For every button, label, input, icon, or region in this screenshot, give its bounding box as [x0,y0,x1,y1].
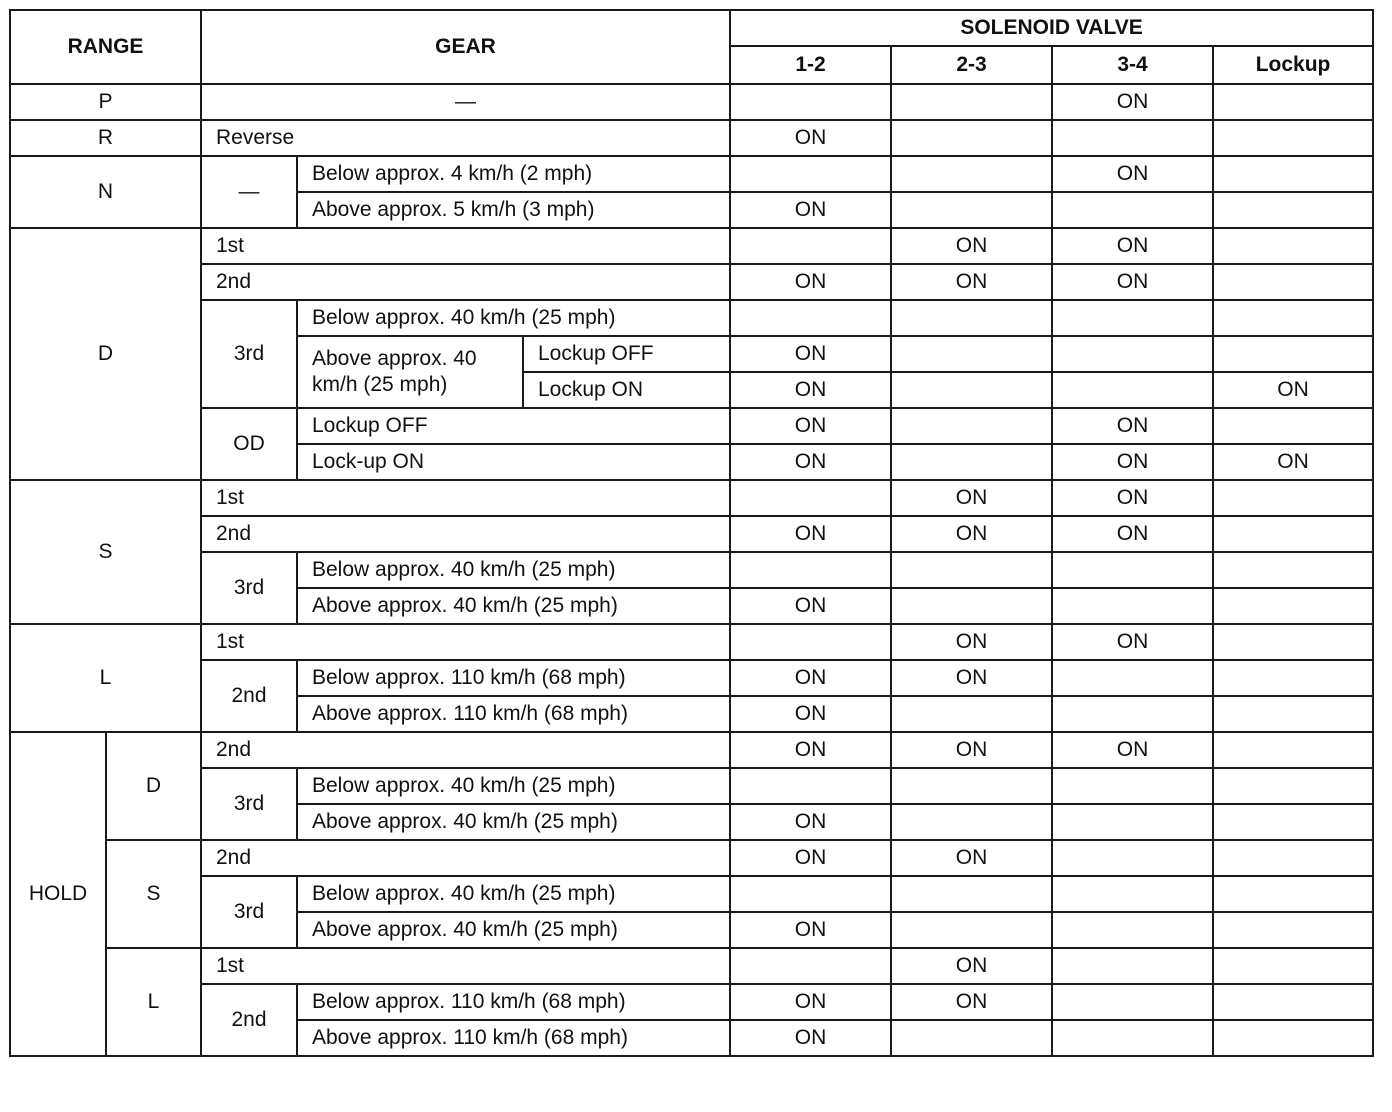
condition-cell: Above approx. 110 km/h (68 mph) [297,696,730,732]
valve-cell [1052,1020,1213,1056]
valve-1-2-header: 1-2 [730,46,891,84]
valve-cell [891,1020,1052,1056]
solenoid-valve-table [9,9,1374,1057]
valve-on-cell: ON [730,372,891,408]
valve-cell [891,300,1052,336]
range-cell-hold-s: S [106,840,201,948]
range-cell-p: P [10,84,201,120]
gear-cell: 2nd [201,264,730,300]
valve-cell [1213,120,1373,156]
valve-on-cell: ON [730,696,891,732]
table-row [10,732,1373,768]
valve-cell [1213,588,1373,624]
valve-on-cell: ON [730,444,891,480]
range-header: RANGE [10,10,201,84]
valve-cell [1213,732,1373,768]
gear-cell: 2nd [201,984,297,1056]
valve-on-cell: ON [730,1020,891,1056]
valve-cell [891,408,1052,444]
valve-cell [730,624,891,660]
valve-on-cell: ON [891,840,1052,876]
valve-cell [1052,588,1213,624]
valve-cell [1052,804,1213,840]
range-cell-s: S [10,480,201,624]
valve-on-cell: ON [730,840,891,876]
valve-cell [1213,408,1373,444]
valve-cell [1052,948,1213,984]
range-cell-n: N [10,156,201,228]
valve-cell [1213,984,1373,1020]
valve-cell [1052,372,1213,408]
valve-on-cell: ON [730,912,891,948]
valve-cell [1213,300,1373,336]
valve-cell [1052,552,1213,588]
valve-on-cell: ON [730,192,891,228]
condition-cell: Below approx. 40 km/h (25 mph) [297,552,730,588]
valve-cell [1213,516,1373,552]
valve-cell [1213,624,1373,660]
valve-cell [1213,84,1373,120]
valve-cell [891,552,1052,588]
condition-cell: Below approx. 40 km/h (25 mph) [297,876,730,912]
valve-cell [730,300,891,336]
range-cell-hold-l: L [106,948,201,1056]
gear-cell: 3rd [201,552,297,624]
valve-cell [1052,768,1213,804]
gear-cell: 3rd [201,876,297,948]
valve-on-cell: ON [1052,732,1213,768]
gear-cell: 3rd [201,300,297,408]
valve-on-cell: ON [1052,228,1213,264]
valve-cell [730,768,891,804]
valve-on-cell: ON [891,984,1052,1020]
valve-cell [1052,696,1213,732]
condition-cell: Below approx. 110 km/h (68 mph) [297,660,730,696]
valve-on-cell: ON [730,588,891,624]
valve-cell [891,768,1052,804]
valve-cell [1213,192,1373,228]
table-row [10,660,1373,696]
valve-on-cell: ON [1213,444,1373,480]
condition-cell: Below approx. 4 km/h (2 mph) [297,156,730,192]
valve-cell [891,588,1052,624]
lockup-condition-cell: Lockup OFF [523,336,730,372]
range-cell-hold: HOLD [10,732,106,1056]
valve-on-cell: ON [1052,480,1213,516]
gear-cell: 3rd [201,768,297,840]
valve-cell [891,84,1052,120]
valve-cell [891,804,1052,840]
valve-cell [891,156,1052,192]
table-row [10,84,1373,120]
gear-cell: 2nd [201,732,730,768]
table-row [10,408,1373,444]
condition-cell: Above approx. 40 km/h (25 mph) [297,588,730,624]
gear-cell: — [201,84,730,120]
range-cell-d: D [10,228,201,480]
valve-cell [1213,264,1373,300]
valve-cell [730,228,891,264]
gear-cell: OD [201,408,297,480]
table-row [10,228,1373,264]
valve-cell [1052,660,1213,696]
condition-cell: Lock-up ON [297,444,730,480]
valve-on-cell: ON [730,408,891,444]
gear-header: GEAR [201,10,730,84]
valve-on-cell: ON [730,516,891,552]
gear-cell: 1st [201,948,730,984]
valve-cell [730,84,891,120]
valve-on-cell: ON [1052,408,1213,444]
valve-cell [1052,336,1213,372]
valve-cell [891,876,1052,912]
gear-cell: Reverse [201,120,730,156]
table-row [10,876,1373,912]
condition-cell: Below approx. 110 km/h (68 mph) [297,984,730,1020]
valve-on-cell: ON [730,732,891,768]
valve-on-cell: ON [891,948,1052,984]
table-row [10,624,1373,660]
valve-cell [1213,948,1373,984]
table-row [10,768,1373,804]
table-row [10,552,1373,588]
valve-on-cell: ON [1052,84,1213,120]
valve-on-cell: ON [1052,264,1213,300]
valve-cell [1213,696,1373,732]
valve-on-cell: ON [1052,516,1213,552]
valve-cell [1213,480,1373,516]
range-cell-hold-d: D [106,732,201,840]
valve-on-cell: ON [1213,372,1373,408]
valve-2-3-header: 2-3 [891,46,1052,84]
valve-on-cell: ON [891,264,1052,300]
valve-cell [891,372,1052,408]
table-row [10,948,1373,984]
solenoid-valve-table-sheet [9,9,1374,1057]
valve-cell [730,876,891,912]
valve-cell [730,552,891,588]
valve-cell [1052,120,1213,156]
condition-cell: Above approx. 40 km/h (25 mph) [297,804,730,840]
valve-on-cell: ON [730,804,891,840]
valve-cell [891,336,1052,372]
condition-cell: Above approx. 40 km/h (25 mph) [297,336,523,408]
valve-on-cell: ON [730,984,891,1020]
valve-cell [730,156,891,192]
valve-cell [1052,912,1213,948]
valve-lockup-header: Lockup [1213,46,1373,84]
gear-cell: 1st [201,228,730,264]
table-row [10,516,1373,552]
valve-on-cell: ON [891,732,1052,768]
valve-on-cell: ON [1052,624,1213,660]
range-cell-l: L [10,624,201,732]
valve-cell [1213,912,1373,948]
valve-cell [1213,768,1373,804]
valve-cell [891,192,1052,228]
valve-cell [1052,300,1213,336]
valve-on-cell: ON [730,120,891,156]
valve-on-cell: ON [891,228,1052,264]
valve-cell [1213,660,1373,696]
gear-cell: 2nd [201,516,730,552]
table-row [10,480,1373,516]
valve-on-cell: ON [1052,156,1213,192]
valve-on-cell: ON [730,264,891,300]
valve-on-cell: ON [891,660,1052,696]
table-row [10,120,1373,156]
valve-cell [1052,840,1213,876]
valve-on-cell: ON [730,336,891,372]
valve-cell [1213,228,1373,264]
valve-cell [891,912,1052,948]
gear-cell: — [201,156,297,228]
condition-cell: Lockup OFF [297,408,730,444]
gear-cell: 2nd [201,660,297,732]
lockup-condition-cell: Lockup ON [523,372,730,408]
condition-cell: Above approx. 40 km/h (25 mph) [297,912,730,948]
valve-cell [891,120,1052,156]
valve-cell [1052,984,1213,1020]
range-cell-r: R [10,120,201,156]
valve-on-cell: ON [730,660,891,696]
valve-cell [1213,552,1373,588]
gear-cell: 2nd [201,840,730,876]
table-row [10,264,1373,300]
valve-cell [1052,876,1213,912]
valve-cell [1213,876,1373,912]
table-row [10,984,1373,1020]
table-row [10,300,1373,336]
valve-on-cell: ON [1052,444,1213,480]
condition-cell: Below approx. 40 km/h (25 mph) [297,300,730,336]
table-row [10,840,1373,876]
valve-cell [1213,1020,1373,1056]
valve-cell [730,480,891,516]
gear-cell: 1st [201,624,730,660]
valve-cell [1213,156,1373,192]
valve-cell [1213,336,1373,372]
gear-cell: 1st [201,480,730,516]
table-row [10,156,1373,192]
valve-cell [730,948,891,984]
condition-cell: Above approx. 110 km/h (68 mph) [297,1020,730,1056]
valve-cell [1213,804,1373,840]
condition-cell: Above approx. 5 km/h (3 mph) [297,192,730,228]
valve-3-4-header: 3-4 [1052,46,1213,84]
valve-cell [891,444,1052,480]
valve-cell [1052,192,1213,228]
valve-on-cell: ON [891,624,1052,660]
valve-cell [891,696,1052,732]
valve-on-cell: ON [891,480,1052,516]
valve-cell [1213,840,1373,876]
solenoid-valve-header: SOLENOID VALVE [730,10,1373,46]
valve-on-cell: ON [891,516,1052,552]
condition-cell: Below approx. 40 km/h (25 mph) [297,768,730,804]
